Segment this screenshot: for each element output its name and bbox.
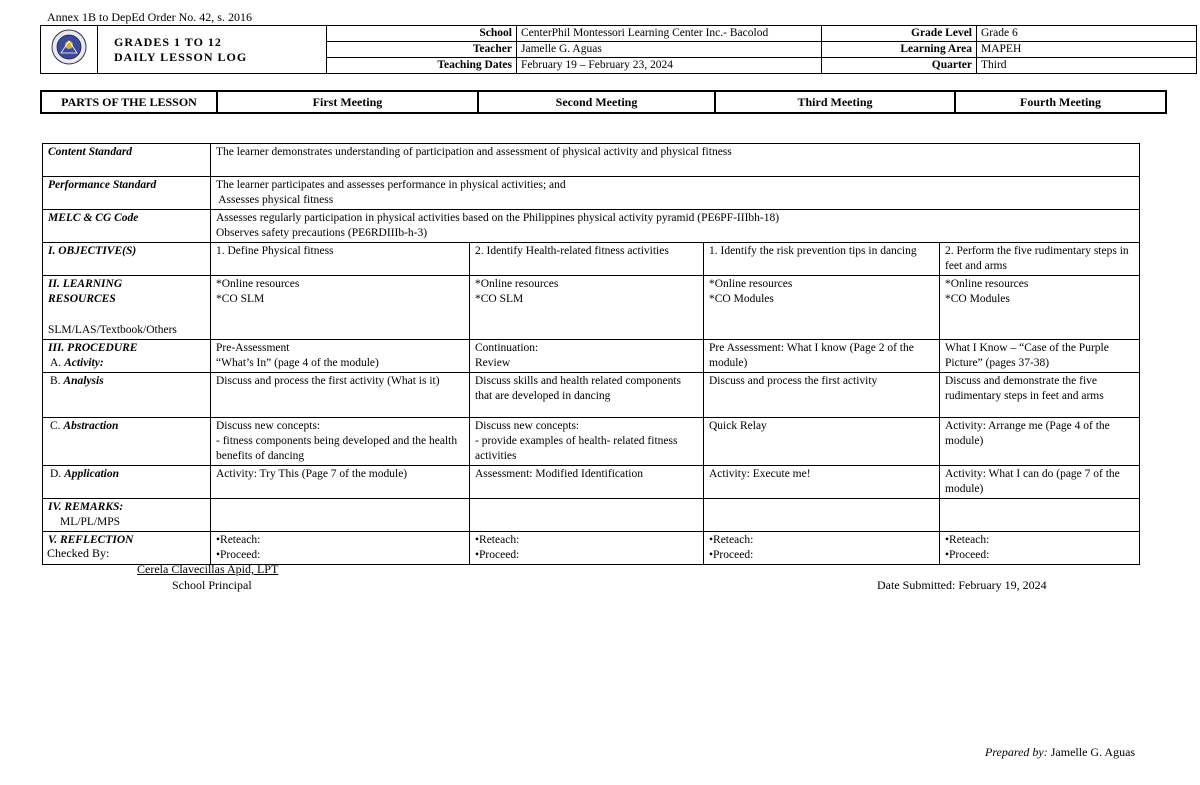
reflection-2 [470, 532, 704, 565]
content-standard-label: Content Standard [43, 144, 211, 177]
application-label-text: Application [64, 468, 120, 480]
activity-line: Pre-Assessment [216, 342, 290, 354]
abstraction-label [43, 418, 211, 466]
resource-item: *Online resources [945, 278, 1029, 290]
reflection-4 [940, 532, 1140, 565]
analysis-2: Discuss skills and health related components that are developed in dancing [470, 373, 704, 418]
second-meeting-header: Second Meeting [478, 91, 715, 113]
application-2: Assessment: Modified Identification [470, 466, 704, 499]
parts-of-lesson-header: PARTS OF THE LESSON [41, 91, 217, 113]
learning-area-value: MAPEH [977, 42, 1197, 58]
proceed-item: • Proceed: [709, 548, 934, 563]
prepared-by-label: Prepared by: [985, 745, 1048, 759]
date-submitted: Date Submitted: February 19, 2024 [877, 578, 1047, 592]
resources-2 [470, 276, 704, 340]
quarter-value: Third [977, 58, 1197, 74]
log-title-line1: GRADES 1 TO 12 [114, 34, 222, 49]
abstraction-line: - provide examples of health- related fitness activities [475, 435, 678, 462]
third-meeting-header: Third Meeting [715, 91, 955, 113]
remarks-label-text: IV. REMARKS: [48, 501, 124, 513]
reflection-1 [211, 532, 470, 565]
resource-item: *Online resources [216, 278, 300, 290]
school-value: CenterPhil Montessori Learning Center Inc.- Bacolod [517, 26, 822, 42]
objective-1: 1. Define Physical fitness [211, 243, 470, 276]
activity-label: Activity: [64, 357, 104, 369]
resources-1 [211, 276, 470, 340]
melc-line1: Assesses regularly participation in physical activities based on the Philippines physical activity pyramid (PE6PF-IIIbh-18) [216, 212, 780, 224]
remarks-4 [940, 499, 1140, 532]
teaching-dates-label: Teaching Dates [327, 58, 517, 74]
abstraction-2 [470, 418, 704, 466]
activity-prefix: A. [50, 357, 62, 369]
abstraction-4: Activity: Arrange me (Page 4 of the module) [940, 418, 1140, 466]
activity-label-line [48, 356, 205, 371]
analysis-label [43, 373, 211, 418]
reteach-item: • Reteach: [709, 533, 934, 548]
analysis-label-text: Analysis [63, 375, 104, 387]
proceed-item: • Proceed: [216, 548, 464, 563]
principal-title: School Principal [172, 578, 252, 592]
log-title [98, 26, 327, 74]
remarks-2 [470, 499, 704, 532]
activity-line: Review [475, 357, 511, 369]
first-meeting-header: First Meeting [217, 91, 478, 113]
analysis-prefix: B. [50, 375, 61, 387]
proceed-item: • Proceed: [475, 548, 698, 563]
resource-item: *Online resources [709, 278, 793, 290]
resource-item: *CO SLM [216, 293, 265, 305]
content-standard-text: The learner demonstrates understanding of participation and assessment of physical activity and physical fitness [211, 144, 1140, 177]
reteach-item: • Reteach: [216, 533, 464, 548]
quarter-label: Quarter [822, 58, 977, 74]
learning-area-label: Learning Area [822, 42, 977, 58]
resources-4 [940, 276, 1140, 340]
performance-standard-text [211, 177, 1140, 210]
resources-label-line2: RESOURCES [48, 293, 116, 305]
activity-3: Pre Assessment: What I know (Page 2 of the module) [704, 340, 940, 373]
resource-item: *Online resources [475, 278, 559, 290]
abstraction-line: Discuss new concepts: [216, 420, 321, 432]
remarks-sub-label: ML/PL/MPS [60, 516, 121, 528]
abstraction-prefix: C. [50, 420, 61, 432]
objective-4: 2. Perform the five rudimentary steps in feet and arms [940, 243, 1140, 276]
remarks-1 [211, 499, 470, 532]
abstraction-3: Quick Relay [704, 418, 940, 466]
performance-standard-label: Performance Standard [43, 177, 211, 210]
abstraction-line: Discuss new concepts: [475, 420, 580, 432]
resource-item: *CO Modules [709, 293, 774, 305]
reflection-3 [704, 532, 940, 565]
objectives-label: I. OBJECTIVE(S) [43, 243, 211, 276]
prepared-by [985, 745, 1135, 760]
resource-item: *CO Modules [945, 293, 1010, 305]
fourth-meeting-header: Fourth Meeting [955, 91, 1166, 113]
procedure-activity-label [43, 340, 211, 373]
grade-level-value: Grade 6 [977, 26, 1197, 42]
analysis-3: Discuss and process the first activity [704, 373, 940, 418]
analysis-1: Discuss and process the first activity (What is it) [211, 373, 470, 418]
application-1: Activity: Try This (Page 7 of the module) [211, 466, 470, 499]
abstraction-line: - fitness components being developed and the health benefits of dancing [216, 435, 458, 462]
reteach-item: • Reteach: [945, 533, 1134, 548]
log-title-line2: DAILY LESSON LOG [114, 49, 248, 64]
melc-text [211, 210, 1140, 243]
activity-1 [211, 340, 470, 373]
application-prefix: D. [50, 468, 62, 480]
procedure-label: III. PROCEDURE [48, 342, 138, 354]
objective-2: 2. Identify Health-related fitness activities [470, 243, 704, 276]
reflection-label: V. REFLECTION [43, 532, 211, 565]
teacher-label: Teacher [327, 42, 517, 58]
activity-line: Continuation: [475, 342, 539, 354]
application-3: Activity: Execute me! [704, 466, 940, 499]
resources-3 [704, 276, 940, 340]
remarks-label [43, 499, 211, 532]
annex-reference: Annex 1B to DepEd Order No. 42, s. 2016 [47, 10, 252, 24]
abstraction-label-text: Abstraction [63, 420, 119, 432]
resources-label-line1: II. LEARNING [48, 278, 123, 290]
performance-standard-line1: The learner participates and assesses performance in physical activities; and [216, 179, 566, 191]
activity-line: “What’s In” (page 4 of the module) [216, 357, 379, 369]
deped-seal [41, 26, 98, 74]
resources-sub-label: SLM/LAS/Textbook/Others [48, 324, 177, 336]
grade-level-label: Grade Level [822, 26, 977, 42]
proceed-item: • Proceed: [945, 548, 1134, 563]
remarks-3 [704, 499, 940, 532]
school-label: School [327, 26, 517, 42]
parts-bar [40, 90, 1167, 114]
resources-label [43, 276, 211, 340]
objective-3: 1. Identify the risk prevention tips in dancing [704, 243, 940, 276]
checked-by-label: Checked By: [47, 546, 110, 560]
teacher-value: Jamelle G. Aguas [517, 42, 822, 58]
application-label [43, 466, 211, 499]
melc-line2: Observes safety precautions (PE6RDIIIb-h-3) [216, 227, 428, 239]
activity-4: What I Know – “Case of the Purple Picture” (pages 37-38) [940, 340, 1140, 373]
melc-label: MELC & CG Code [43, 210, 211, 243]
teaching-dates-value: February 19 – February 23, 2024 [517, 58, 822, 74]
prepared-by-name: Jamelle G. Aguas [1050, 745, 1136, 759]
lesson-table [42, 143, 1140, 565]
application-4: Activity: What I can do (page 7 of the module) [940, 466, 1140, 499]
principal-name: Cerela Clavecillas Apid, LPT [137, 562, 279, 576]
header-table [40, 25, 1197, 74]
reteach-item: • Reteach: [475, 533, 698, 548]
abstraction-1 [211, 418, 470, 466]
deped-seal-icon [51, 29, 87, 65]
resource-item: *CO SLM [475, 293, 524, 305]
activity-2 [470, 340, 704, 373]
analysis-4: Discuss and demonstrate the five rudimentary steps in feet and arms [940, 373, 1140, 418]
performance-standard-line2: Assesses physical fitness [216, 194, 334, 206]
